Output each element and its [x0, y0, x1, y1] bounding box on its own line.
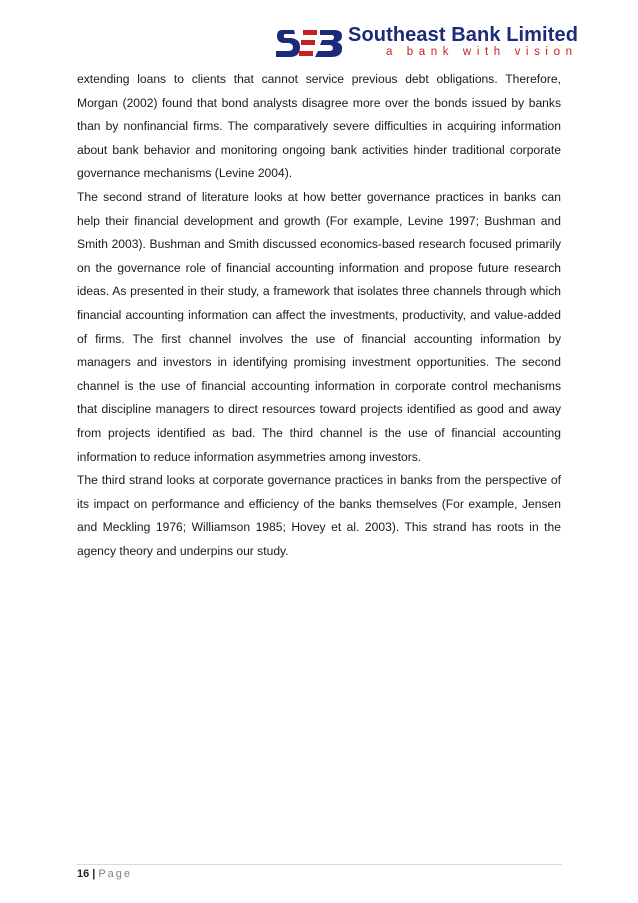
- footer-separator: |: [92, 868, 96, 880]
- bank-logo: [276, 22, 628, 64]
- document-body: [77, 68, 561, 563]
- paragraph-2: The second strand of literature looks at how better governance practices in banks can help their financial development and growth (For example, Levine 1997; Bushman and Smith 2003). Bushman and Smith discussed economics-based research focused primarily on the governance role of financial accounting information and propose future research ideas. As presented in their study, a framework that isolates three channels through which financial accounting information can affect the investments, productivity, and value-added of firms. The first channel involves the use of financial accounting information by managers and investors in identifying promising investment opportunities. The second channel is the use of financial accounting information in corporate control mechanisms that discipline managers to direct resources toward projects identified as good and away from projects identified as bad. The third channel is the use of financial accounting information to reduce information asymmetries among investors.: [77, 189, 561, 464]
- page-label: Page: [98, 868, 133, 880]
- bank-tagline: a bank with vision: [386, 46, 578, 58]
- bank-name: Southeast Bank Limited: [348, 24, 579, 46]
- footer-divider: [77, 864, 562, 865]
- paragraph-3: The third strand looks at corporate governance practices in banks from the perspective of its impact on performance and efficiency of the banks themselves (For example, Jensen and Meckling 1976; Williamson 1985; Hovey et al. 2003). This strand has roots in the agency theory and underpins our study.: [77, 473, 561, 558]
- paragraph-1: extending loans to clients that cannot service previous debt obligations. Therefore, Morgan (2002) found that bond analysts disagree more over the bonds issued by banks than by nonfinancial firms. The comparatively severe difficulties in acquiring information about bank behavior and monitoring ongoing bank activities hinder traditional corporate governance mechanisms (Levine 2004).: [77, 72, 561, 181]
- page-footer: [77, 868, 132, 880]
- page-number: 16: [77, 868, 90, 880]
- seb-logo-icon: [276, 26, 346, 64]
